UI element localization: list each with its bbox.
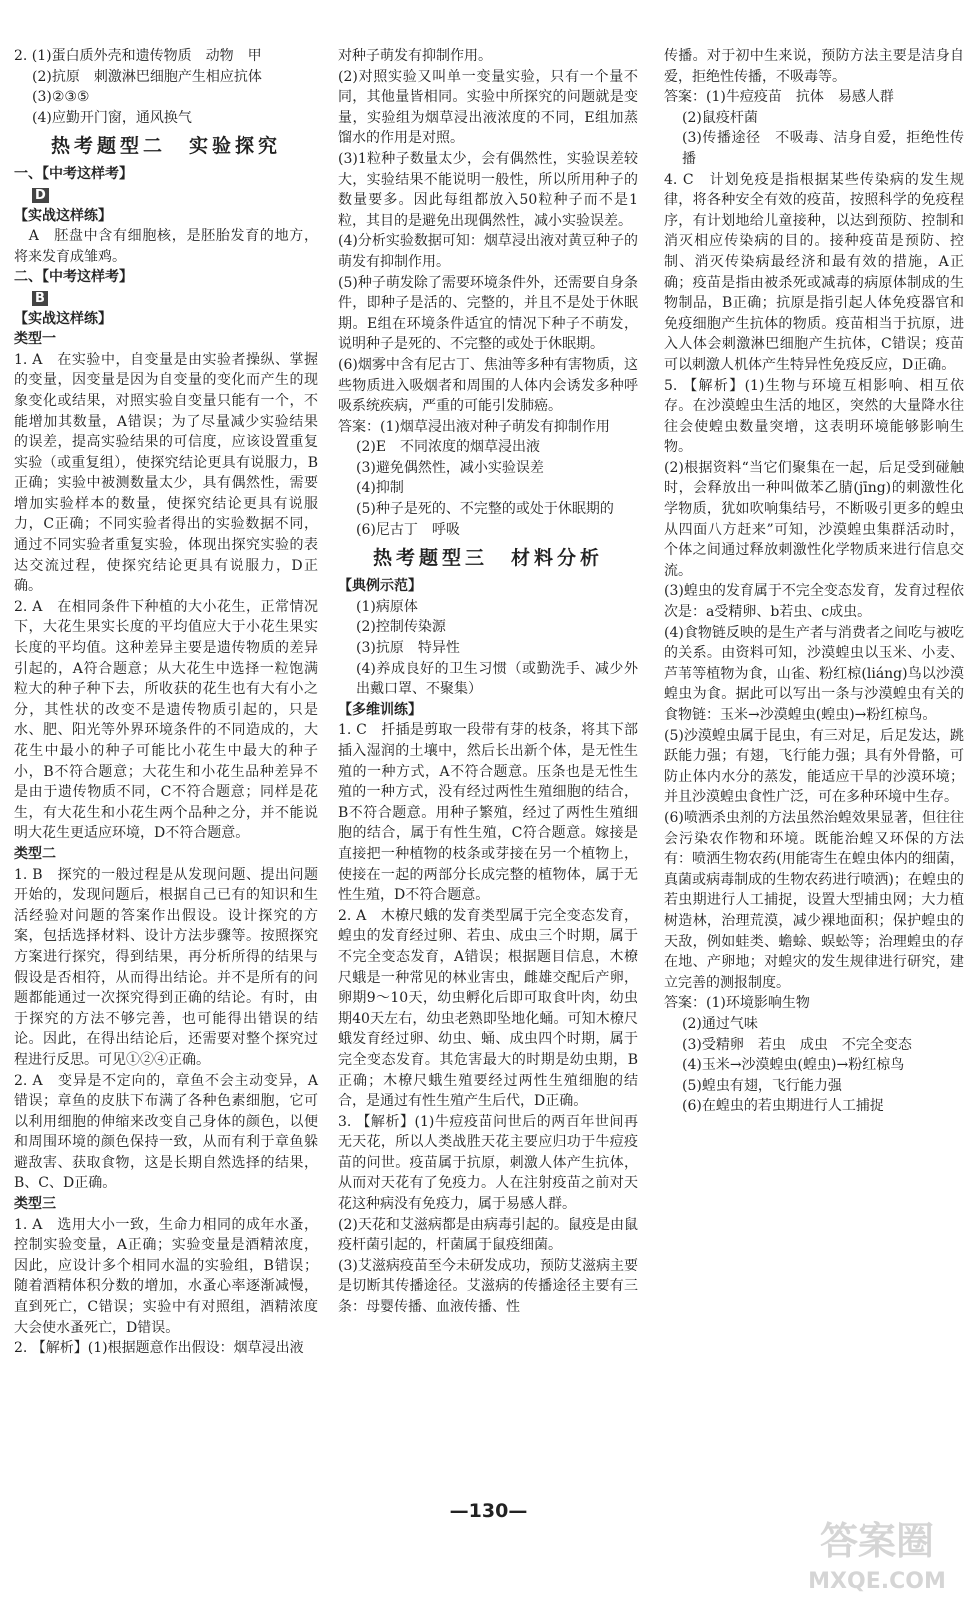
text-paragraph: (3)受精卵 若虫 成虫 不完全变态 bbox=[682, 1036, 912, 1053]
watermark-logo-icon bbox=[782, 1510, 972, 1594]
text-paragraph: (2)对照实验又叫单一变量实验，只有一个量不同，其他量皆相同。实验中所探究的问题就是变量，实验组为烟草浸出液浓度的不同，E组加蒸馏水的作用是对照。 bbox=[338, 68, 638, 147]
text-paragraph: (2)鼠疫杆菌 bbox=[682, 109, 758, 126]
text-paragraph: 3. 【解析】(1)牛痘疫苗问世后的两百年世间再无天花，所以人类战胜天花主要应归功于牛痘疫苗的问世。疫苗属于抗原，刺激人体产生抗体，从而对天花有了免疫力。人在注射疫苗之前对天花这种病没有免疫力，属于易感人群。 bbox=[338, 1113, 638, 1213]
text-paragraph: (3)艾滋病疫苗至今未研发成功，预防艾滋病主要是切断其传播途径。艾滋病的传播途径主要有三条：母婴传播、血液传播、性 bbox=[338, 1257, 638, 1316]
answer-badge: D bbox=[32, 188, 49, 203]
text-paragraph: (4)养成良好的卫生习惯（或勤洗手、减少外出戴口罩、不聚集） bbox=[356, 660, 638, 698]
watermark-url: MXQE.COM bbox=[808, 1569, 946, 1594]
text-paragraph: 传播。对于初中生来说，预防方法主要是洁身自爱，拒绝性传播，不吸毒等。 bbox=[664, 48, 964, 85]
text-paragraph: (1)病原体 bbox=[356, 598, 418, 615]
text-paragraph: (6)喷洒杀虫剂的方法虽然治蝗效果显著，但往往会污染农作物和环境。既能治蝗又环保的方法有：喷洒生物农药(用能寄生在蝗虫体内的细菌，真菌或病毒制成的生物农药进行喷洒)；在蝗虫的若虫期进行人工捕捉，设置大型捕虫网；大力植树造林，治理荒漠，减少裸地面积；保护蝗虫的天敌，例如蛙类、蟾蜍、蜈蚣等；治理蝗虫的存在地、产卵地；对蝗灾的发生规律进行研究，建立完善的测报制度。 bbox=[664, 809, 964, 991]
text-paragraph: (6)在蝗虫的若虫期进行人工捕捉 bbox=[682, 1098, 884, 1115]
text-paragraph: (3)②③⑤ bbox=[32, 89, 90, 106]
text-paragraph: (2)天花和艾滋病都是由病毒引起的。鼠疫是由鼠疫杆菌引起的，杆菌属于鼠疫细菌。 bbox=[338, 1216, 638, 1254]
text-paragraph: 1. A 选用大小一致，生命力相同的成年水蚤，控制实验变量，A正确；实验变量是酒精浓度，因此，应设计多个相同水温的实验组，B错误；随着酒精体积分数的增加，水蚤心率逐渐减慢，直到死亡，C错误；实验中有对照组，酒精浓度大会使水蚤死亡，D错误。 bbox=[14, 1216, 318, 1336]
subsection-label: 【多维训练】 bbox=[338, 701, 422, 718]
text-paragraph: 答案：(1)牛痘疫苗 抗体 易感人群 bbox=[664, 89, 894, 106]
subsection-label: 类型三 bbox=[14, 1196, 56, 1213]
text-paragraph: (4)应勤开门窗，通风换气 bbox=[32, 109, 192, 126]
text-paragraph: (4)食物链反映的是生产者与消费者之间吃与被吃的关系。由资料可知，沙漠蝗虫以玉米、小麦、芦苇等植物为食，山雀、粉红椋(liáng)鸟以沙漠蝗虫为食。据此可以写出一条与沙漠蝗虫有关的食物链：玉米→沙漠蝗虫(蝗虫)→粉红椋鸟。 bbox=[664, 624, 964, 723]
section-heading: 热考题型二 实验探究 bbox=[50, 135, 281, 158]
text-paragraph: (5)蝗虫有翅，飞行能力强 bbox=[682, 1077, 842, 1094]
text-paragraph: 1. C 扦插是剪取一段带有芽的枝条，将其下部插入湿润的土壤中，然后长出新个体，是无性生殖的一种方式，A不符合题意。压条也是无性生殖的一种方式，没有经过两性生殖细胞的结合，B不符合题意。用种子繁殖，经过了两性生殖细胞的结合，属于有性生殖，C符合题意。嫁接是直接把一种植物的枝条或芽接在另一个植物上，使接在一起的两部分长成完整的植物体，属于无性生殖，D不符合题意。 bbox=[338, 722, 638, 904]
column-left bbox=[14, 46, 318, 1359]
text-paragraph: (3)抗原 特异性 bbox=[356, 640, 460, 657]
subsection-label: 类型一 bbox=[14, 331, 56, 348]
text-paragraph: 2. (1)蛋白质外壳和遗传物质 动物 甲 bbox=[14, 48, 262, 64]
text-paragraph: 2. A 变异是不定向的，章鱼不会主动变异，A错误；章鱼的皮肤下布满了各种色素细胞，它可以利用细胞的伸缩来改变自己身体的颜色，以便和周围环境的颜色保持一致，从而有利于章鱼躲避敌害、获取食物，这是长期自然选择的结果，B、C、D正确。 bbox=[14, 1072, 318, 1192]
text-paragraph: (4)抑制 bbox=[356, 480, 404, 497]
subsection-label: 【实战这样练】 bbox=[14, 310, 112, 327]
text-paragraph: (2)通过气味 bbox=[682, 1015, 758, 1032]
text-paragraph: (5)种子是死的、不完整的或处于休眠期的 bbox=[356, 501, 614, 518]
watermark-text: 答案圈 bbox=[819, 1519, 935, 1563]
text-paragraph: 2. A 木橑尺蛾的发育类型属于完全变态发育，蝗虫的发育经过卵、若虫、成虫三个时期，属于不完全变态发育，A错误；根据题目信息，木橑尺蛾是一种常见的林业害虫，雌雄交配后产卵，卵期9～10天，幼虫孵化后即可取食叶肉，幼虫期40天左右，幼虫老熟即坠地化蛹。可知木橑尺蛾发育经过卵、幼虫、蛹、成虫四个时期，属于完全变态发育。其危害最大的时期是幼虫期，B正确；木橑尺蛾生殖要经过两性生殖细胞的结合，是通过有性生殖产生后代，D正确。 bbox=[338, 907, 638, 1110]
text-paragraph: 2. A 在相同条件下种植的大小花生，正常情况下，大花生果实长度的平均值应大于小花生果实长度的平均值。这种差异主要是遗传物质的差异引起的，A符合题意；从大花生中选择一粒饱满粒大的种子种下去，所收获的花生也有大有小之分，其性状的改变不是遗传物质引起的，只是水、肥、阳光等外界环境条件的不同造成的，大花生中最小的种子可能比小花生中最大的种子小，B不符合题意；大花生和小花生品种差异不是由于遗传物质不同，C不符合题意；同样是花生，有大花生和小花生两个品种之分，并不能说明大花生更适应环境，D不符合题意。 bbox=[14, 598, 318, 842]
text-paragraph: (6)烟雾中含有尼古丁、焦油等多种有害物质，这些物质进入吸烟者和周围的人体内会诱发多种呼吸系统疾病，严重的可能引发肺癌。 bbox=[338, 356, 638, 415]
text-paragraph: (2)E 不同浓度的烟草浸出液 bbox=[356, 439, 541, 456]
subsection-label: 类型二 bbox=[14, 845, 56, 862]
text-paragraph: (3)蝗虫的发育属于不完全变态发育，发育过程依次是：a受精卵、b若虫、c成虫。 bbox=[664, 583, 964, 621]
column-middle bbox=[338, 46, 638, 1318]
text-paragraph: (2)控制传染源 bbox=[356, 619, 446, 636]
text-paragraph: 答案：(1)烟草浸出液对种子萌发有抑制作用 bbox=[338, 418, 610, 435]
text-paragraph: 1. B 探究的一般过程是从发现问题、提出问题开始的，发现问题后，根据自己已有的知识和生活经验对问题的答案作出假设。设计探究的方案，包括选择材料、设计方法步骤等。按照探究方案进行探究，得到结果，再分析所得的结果与假设是否相符，从而得出结论。并不是所有的问题都能通过一次探究得到正确的结论。有时，由于探究的方法不够完善，也可能得出错误的结论。因此，在得出结论后，还需要对整个探究过程进行反思。可见①②④正确。 bbox=[14, 866, 318, 1068]
text-paragraph: (3)1粒种子数量太少，会有偶然性，实验误差较大，实验结果不能说明一般性，所以所用种子的数量要多。因此每组都放入50粒种子而不是1粒，其目的是避免出现偶然性，减小实验误差。 bbox=[338, 150, 638, 229]
subsection-label: 【典例示范】 bbox=[338, 578, 422, 595]
text-paragraph: (6)尼古丁 呼吸 bbox=[356, 521, 460, 538]
subsection-label: 二、【中考这样考】 bbox=[14, 269, 133, 286]
text-paragraph: 5. 【解析】(1)生物与环境互相影响、相互依存。在沙漠蝗虫生活的地区，突然的大量降水往往会使蝗虫数量突增，这表明环境能够影响生物。 bbox=[664, 377, 964, 456]
text-paragraph: (4)分析实验数据可知：烟草浸出液对黄豆种子的萌发有抑制作用。 bbox=[338, 233, 638, 270]
column-right bbox=[664, 46, 964, 1117]
text-paragraph: 2. 【解析】(1)根据题意作出假设：烟草浸出液 bbox=[14, 1340, 304, 1357]
text-paragraph: (2)根据资料“当它们聚集在一起，后足受到碰触时，会释放出一种叫做苯乙腈(jīng)的刺激性化学物质，犹如吹响集结号，不断吸引更多的蝗虫从四面八方赶来”可知，沙漠蝗虫集群活动时，个体之间通过释放刺激性化学物质来进行信息交流。 bbox=[664, 459, 964, 579]
subsection-label: 【实战这样练】 bbox=[14, 207, 112, 224]
subsection-label: 一、【中考这样考】 bbox=[14, 166, 133, 183]
answer-badge-row bbox=[14, 288, 318, 309]
page-number: —130— bbox=[449, 1500, 528, 1522]
text-paragraph: (2)抗原 刺激淋巴细胞产生相应抗体 bbox=[32, 68, 262, 85]
text-paragraph: A 胚盘中含有细胞核，是胚胎发育的地方，将来发育成雏鸡。 bbox=[14, 228, 318, 265]
answer-badge: B bbox=[32, 291, 48, 306]
text-paragraph: 4. C 计划免疫是指根据某些传染病的发生规律，将各种安全有效的疫苗，按照科学的免疫程序，有计划地给儿童接种，以达到预防、控制和消灭相应传染病的目的。接种疫苗是预防、控制、消灭传染病最经济和最有效的措施，A正确；疫苗是指由被杀死或减毒的病原体制成的生物制品，B正确；抗原是指引起人体免疫器官和免疫细胞产生抗体的物质。疫苗相当于抗原，进入人体会刺激淋巴细胞产生抗体，C错误；疫苗可以刺激人机体产生特异性免疫反应，D正确。 bbox=[664, 171, 964, 373]
watermark-logo bbox=[782, 1510, 972, 1594]
text-paragraph: (3)传播途径 不吸毒、洁身自爱，拒绝性传播 bbox=[682, 130, 964, 167]
answer-badge-row bbox=[14, 185, 318, 206]
text-paragraph: (5)沙漠蝗虫属于昆虫，有三对足，后足发达，跳跃能力强；有翅，飞行能力强；具有外骨骼，可防止体内水分的蒸发，能适应干旱的沙漠环境；并且沙漠蝗虫食性广泛，可在多种环境中生存。 bbox=[664, 727, 964, 806]
text-paragraph: (4)玉米→沙漠蝗虫(蝗虫)→粉红椋鸟 bbox=[682, 1057, 905, 1074]
text-paragraph: (3)避免偶然性，减小实验误差 bbox=[356, 459, 544, 476]
text-paragraph: 对种子萌发有抑制作用。 bbox=[338, 48, 492, 64]
text-paragraph: 1. A 在实验中，自变量是由实验者操纵、掌握的变量，因变量是因为自变量的变化而产生的现象变化或结果，对照实验自变量只能有一个，不能增加其数量，A错误；为了尽量减少实验结果的误差，提高实验结果的可信度，应该设置重复实验（或重复组），使探究结论更具有说服力，B正确；实验中被测数量太少，具有偶然性，需要增加实验样本的数量，使探究结论更具有说服力，C正确；不同实验者得出的实验数据不同，通过不同实验者重复实验，体现出探究实验的表达交流过程，使探究结论更具有说服力，D正确。 bbox=[14, 351, 318, 595]
text-paragraph: (5)种子萌发除了需要环境条件外，还需要自身条件，即种子是活的、完整的，并且不是处于休眠期。E组在环境条件适宜的情况下种子不萌发，说明种子是死的、不完整的或处于休眠期。 bbox=[338, 274, 638, 353]
text-paragraph: 答案：(1)环境影响生物 bbox=[664, 995, 810, 1012]
section-heading: 热考题型三 材料分析 bbox=[372, 547, 603, 570]
